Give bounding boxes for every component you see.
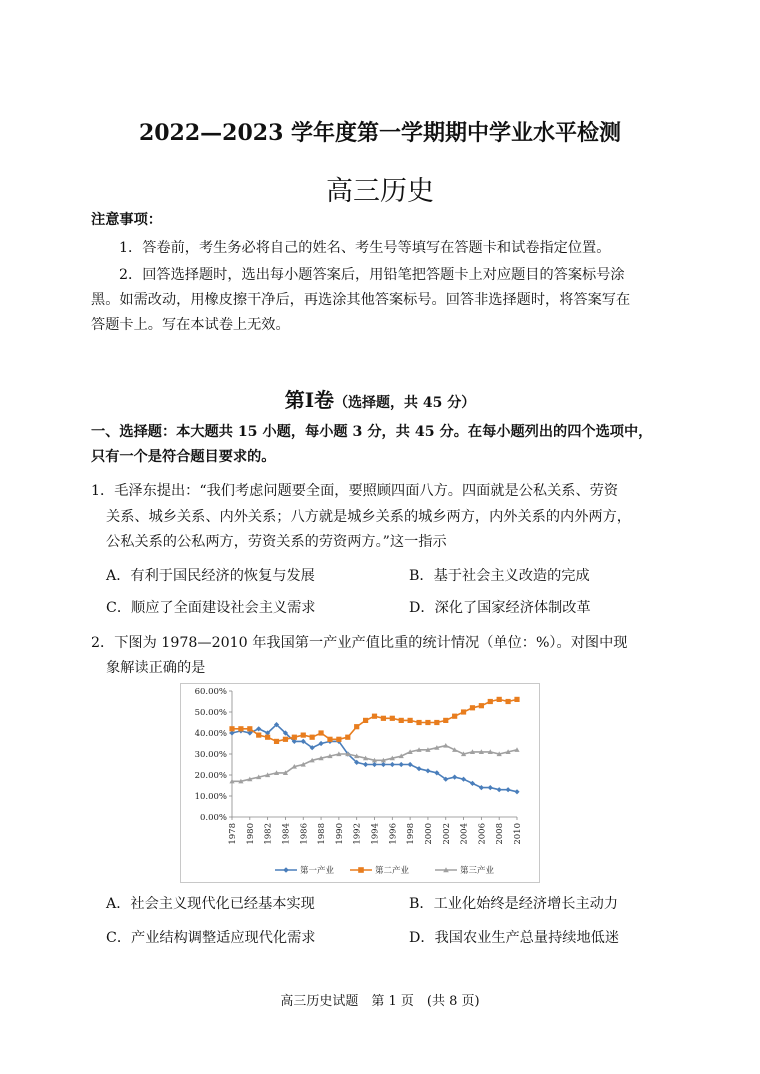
notice-item-1: 1．答卷前，考生务必将自己的姓名、考生号等填写在答题卡和试卷指定位置。 [119, 240, 611, 256]
y-tick-label: 40.00% [194, 729, 227, 739]
data-point [372, 714, 377, 719]
data-point [488, 699, 493, 704]
q2-stem-line-2: 象解读正确的是 [106, 660, 206, 676]
data-point [381, 716, 386, 721]
x-tick-label: 1986 [299, 823, 310, 845]
industry-share-chart [180, 683, 540, 883]
y-tick-label: 60.00% [194, 687, 227, 697]
x-tick-label: 1984 [281, 823, 292, 845]
q1-option-c: C．顺应了全面建设社会主义需求 [106, 600, 316, 616]
data-point [479, 703, 484, 708]
q2-option-a: A．社会主义现代化已经基本实现 [106, 896, 315, 912]
data-point [505, 699, 510, 704]
notice-item-2-line-3: 答题卡上。写在本试卷上无效。 [91, 317, 290, 333]
data-point [283, 737, 288, 742]
y-tick-label: 30.00% [194, 750, 227, 760]
data-point [310, 735, 315, 740]
x-tick-label: 1978 [228, 823, 238, 845]
data-point [390, 716, 395, 721]
data-point [399, 718, 404, 723]
q2-stem-line-1: 2．下图为 1978—2010 年我国第一产业产值比重的统计情况（单位：%）。对图中现 [91, 635, 628, 651]
q2-option-d: D．我国农业生产总量持续地低迷 [409, 930, 620, 946]
data-point [363, 718, 368, 723]
x-tick-label: 2008 [495, 823, 506, 845]
section-note: （选择题，共 45 分） [334, 395, 476, 411]
y-tick-label: 10.00% [194, 792, 227, 802]
section-name: 第Ⅰ卷 [284, 388, 335, 412]
section-title [0, 384, 760, 413]
data-point [470, 705, 475, 710]
data-point [461, 709, 466, 714]
notice-heading: 注意事项： [91, 212, 162, 228]
q1-option-d: D．深化了国家经济体制改革 [409, 600, 591, 616]
page-footer: 高三历史试题 第 1 页 (共 8 页) [280, 994, 480, 1009]
data-point [256, 733, 261, 738]
data-point [358, 867, 364, 873]
data-point [265, 735, 270, 740]
q1-stem-line-3: 公私关系的公私两方，劳资关系的劳资两方。”这一指示 [106, 534, 447, 550]
q2-option-c: C．产业结构调整适应现代化需求 [106, 930, 316, 946]
data-point [416, 720, 421, 725]
x-tick-label: 2006 [477, 823, 488, 845]
data-point [274, 739, 279, 744]
data-point [443, 718, 448, 723]
q1-option-a: A．有利于国民经济的恢复与发展 [106, 568, 315, 584]
data-point [318, 730, 323, 735]
data-point [425, 720, 430, 725]
q1-stem-line-1: 1．毛泽东提出：“我们考虑问题要全面，要照顾四面八方。四面就是公私关系、劳资 [91, 483, 619, 499]
data-point [408, 718, 413, 723]
data-point [514, 697, 519, 702]
x-tick-label: 1994 [370, 823, 381, 845]
x-tick-label: 1998 [406, 823, 417, 845]
x-tick-label: 2004 [459, 823, 470, 845]
data-point [345, 735, 350, 740]
exam-title: 2022—2023 学年度第一学期期中学业水平检测 [138, 120, 622, 146]
legend-label: 第一产业 [300, 866, 335, 876]
q1-option-b: B．基于社会主义改造的完成 [409, 568, 590, 584]
y-tick-label: 50.00% [194, 708, 227, 718]
y-tick-label: 0.00% [199, 813, 227, 823]
x-tick-label: 1982 [263, 823, 274, 845]
q1-stem-line-2: 关系、城乡关系、内外关系；八方就是城乡关系的城乡两方，内外关系的内外两方， [106, 509, 631, 525]
x-tick-label: 1980 [245, 823, 256, 845]
x-tick-label: 1992 [352, 823, 363, 845]
y-tick-label: 20.00% [194, 771, 227, 781]
data-point [497, 697, 502, 702]
data-point [434, 720, 439, 725]
q2-option-b: B．工业化始终是经济增长主动力 [409, 896, 619, 912]
data-point [354, 724, 359, 729]
data-point [247, 726, 252, 731]
x-tick-label: 1996 [388, 823, 399, 845]
data-point [292, 735, 297, 740]
data-point [238, 726, 243, 731]
section-instruction-line-1: 一、选择题：本大题共 15 小题，每小题 3 分，共 45 分。在每小题列出的四个选项中， [91, 424, 653, 440]
x-tick-label: 2000 [423, 823, 434, 845]
x-tick-label: 1990 [334, 823, 345, 845]
x-tick-label: 2010 [513, 823, 523, 845]
exam-subject: 高三历史 [326, 176, 434, 207]
data-point [336, 737, 341, 742]
x-tick-label: 1988 [317, 823, 328, 845]
legend-label: 第三产业 [460, 866, 495, 876]
notice-item-2-line-2: 黑。如需改动，用橡皮擦干净后，再选涂其他答案标号。回答非选择题时，将答案写在 [91, 292, 631, 308]
data-point [452, 714, 457, 719]
data-point [327, 737, 332, 742]
data-point [301, 733, 306, 738]
notice-item-2-line-1: 2．回答选择题时，选出每小题答案后，用铅笔把答题卡上对应题目的答案标号涂 [119, 267, 625, 283]
legend-label: 第二产业 [375, 866, 410, 876]
x-tick-label: 2002 [441, 823, 452, 845]
section-instruction-line-2: 只有一个是符合题目要求的。 [91, 449, 276, 465]
data-point [229, 726, 234, 731]
